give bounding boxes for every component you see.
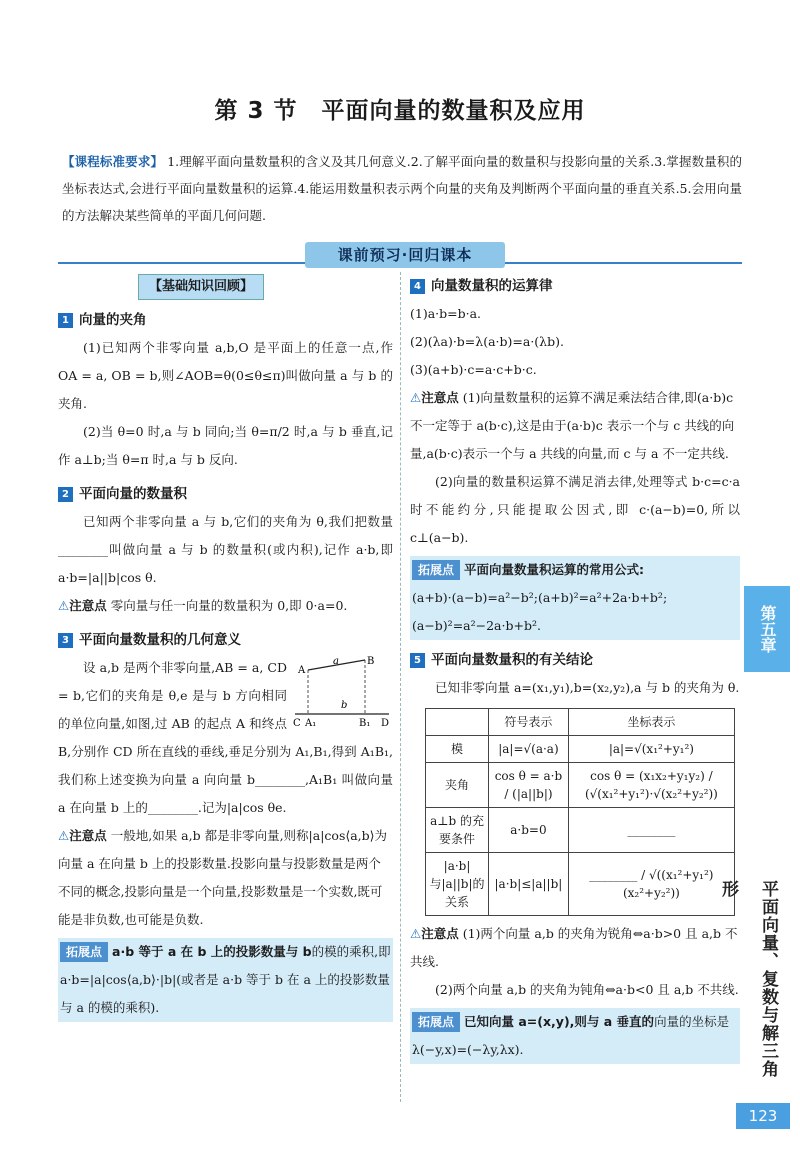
- table-cell: |a·b|与|a||b|的关系: [426, 853, 489, 916]
- s5-ext-label: 拓展点: [412, 1012, 460, 1032]
- s4-note: [410, 384, 740, 468]
- table-row: [426, 736, 735, 763]
- section-1-heading: [58, 306, 393, 334]
- table-header-cell: [426, 709, 489, 736]
- table-cell: |a·b|≤|a||b|: [489, 853, 569, 916]
- left-column: [58, 272, 393, 1026]
- s5-warn-2: (2)两个向量 a,b 的夹角为钝角⇔a·b<0 且 a,b 不共线.: [435, 982, 739, 997]
- column-divider: [400, 272, 402, 1102]
- s5-note: [410, 920, 740, 976]
- standard-text: 1.理解平面向量数量积的含义及其几何意义.2.了解平面向量的数量积与投影向量的关系.3.掌握数量积的坐标表达式,会进行平面向量数量积的运算.4.能运用数量积表示两个向量的夹角及判断两个平面向量的垂直关系.5.会用向量的方法解决某些简单的平面几何问题.: [62, 154, 742, 223]
- section-1-title: 向量的夹角: [79, 312, 147, 328]
- label-B: B: [367, 656, 375, 667]
- s2-warn-label: ⚠注意点: [58, 598, 107, 613]
- label-A1: A₁: [305, 718, 317, 728]
- s3-warn-text: 一般地,如果 a,b 都是非零向量,则称|a|cos⟨a,b⟩为向量 a 在向量 b 上的投影数量.投影向量与投影数量是两个不同的概念,投影向量是一个向量,投影数量是一个实数,既可能是非负数,也可能是负数.: [58, 828, 388, 927]
- table-cell: ________: [568, 808, 734, 853]
- page-title: 第 3 节 平面向量的数量积及应用: [214, 98, 586, 124]
- s5-intro: 已知非零向量 a=(x₁,y₁),b=(x₂,y₂),a 与 b 的夹角为 θ.: [435, 680, 740, 695]
- section-2-number: 2: [58, 487, 73, 502]
- s3-ext-label: 拓展点: [60, 942, 108, 962]
- s3-ext-text: 的模的乘积,即 a·b=|a|cos⟨a,b⟩·|b|(或者是 a·b 等于 b 在 a 上的投影数量与 a 的模的乘积).: [60, 944, 391, 1015]
- table-cell: a·b=0: [489, 808, 569, 853]
- section-5-title: 平面向量数量积的有关结论: [431, 652, 593, 668]
- s2-warn-text: 零向量与任一向量的数量积为 0,即 0·a=0.: [110, 598, 348, 613]
- section-3-number: 3: [58, 633, 73, 648]
- s5-ext-text: 向量的坐标是λ(−y,x)=(−λy,λx).: [412, 1014, 730, 1057]
- table-cell: 夹角: [426, 763, 489, 808]
- section-4-number: 4: [410, 279, 425, 294]
- s2-note: [58, 592, 393, 620]
- label-a: a: [333, 656, 339, 667]
- s2-paragraph: 已知两个非零向量 a 与 b,它们的夹角为 θ,我们把数量________叫做向量 a 与 b 的数量积(或内积),记作 a·b,即 a·b=|a||b|cos θ.: [58, 514, 393, 585]
- page-number: 123: [736, 1103, 790, 1129]
- section-banner: 课前预习·回归课本: [305, 242, 505, 268]
- table-row: [426, 853, 735, 916]
- table-cell: |a|=√(a·a): [489, 736, 569, 763]
- conclusion-table: [425, 708, 735, 916]
- table-cell: cos θ = a·b / (|a||b|): [489, 763, 569, 808]
- s3-paragraph: 设 a,b 是两个非零向量,AB = a, CD = b,它们的夹角是 θ,e 是与 b 方向相同的单位向量,如图,过 AB 的起点 A 和终点 B,分别作 CD 所在直线的垂线,垂足分别为 A₁,B₁,得到 A₁B₁,我们称上述变换为向量 a 向向量 b________,A₁B₁ 叫做向量 a 在向量 b 上的________.记为|a|cos θe.: [58, 660, 393, 815]
- s5-ext-bold: 已知向量 a=(x,y),则与 a 垂直的: [464, 1014, 655, 1029]
- table-header-cell: 坐标表示: [568, 709, 734, 736]
- projection-diagram: [293, 656, 393, 728]
- s5-warn-1: (1)两个向量 a,b 的夹角为锐角⇔a·b>0 且 a,b 不共线.: [410, 926, 738, 969]
- s4-ext-bold: 平面向量数量积运算的常用公式:: [464, 562, 645, 577]
- s4-ext-label: 拓展点: [412, 560, 460, 580]
- s3-warn-label: ⚠注意点: [58, 828, 107, 843]
- table-row: [426, 808, 735, 853]
- table-cell: 模: [426, 736, 489, 763]
- s4-warn-2: (2)向量的数量积运算不满足消去律,处理等式 b·c=c·a 时不能约分,只能提取公因式,即 c·(a−b)=0,所以 c⊥(a−b).: [410, 474, 740, 545]
- s3-ext-bold: a·b 等于 a 在 b 上的投影数量与 b: [112, 944, 312, 959]
- section-2-heading: [58, 480, 393, 508]
- section-3-heading: [58, 626, 393, 654]
- section-4-title: 向量数量积的运算律: [431, 278, 553, 294]
- section-1-number: 1: [58, 313, 73, 328]
- warning-icon: ⚠: [58, 598, 70, 613]
- section-3-title: 平面向量数量积的几何意义: [79, 632, 241, 648]
- s5-extension: [410, 1008, 740, 1064]
- chapter-tab: 第五章: [744, 586, 790, 672]
- table-cell: a⊥b 的充要条件: [426, 808, 489, 853]
- table-cell: ________ / √((x₁²+y₁²)(x₂²+y₂²)): [568, 853, 734, 916]
- table-cell: |a|=√(x₁²+y₁²): [568, 736, 734, 763]
- s5-warn-label: ⚠注意点: [410, 926, 459, 941]
- s4-ext-text: (a+b)·(a−b)=a²−b²;(a+b)²=a²+2a·b+b²;(a−b)²=a²−2a·b+b².: [412, 590, 668, 633]
- law-3: (3)(a+b)·c=a·c+b·c.: [410, 362, 537, 377]
- label-B1: B₁: [359, 718, 371, 728]
- label-C: C: [293, 718, 301, 728]
- basics-box: 【基础知识回顾】: [138, 274, 264, 300]
- warning-icon: ⚠: [410, 926, 422, 941]
- section-5-heading: [410, 646, 740, 674]
- warning-icon: ⚠: [410, 390, 422, 405]
- section-5-number: 5: [410, 653, 425, 668]
- curriculum-standard: [62, 148, 742, 229]
- table-header-row: [426, 709, 735, 736]
- s4-extension: [410, 556, 740, 640]
- section-4-heading: [410, 272, 740, 300]
- s4-warn-1: (1)向量数量积的运算不满足乘法结合律,即(a·b)c 不一定等于 a(b·c),这是由于(a·b)c 表示一个与 c 共线的向量,a(b·c)表示一个与 a 共线的向量,而 c 与 a 不一定共线.: [410, 390, 735, 461]
- right-column: [410, 272, 740, 1068]
- table-cell: cos θ = (x₁x₂+y₁y₂) / (√(x₁²+y₁²)·√(x₂²+y₂²)): [568, 763, 734, 808]
- s1-paragraph-2: (2)当 θ=0 时,a 与 b 同向;当 θ=π/2 时,a 与 b 垂直,记作 a⊥b;当 θ=π 时,a 与 b 反向.: [58, 424, 393, 467]
- table-header-cell: 符号表示: [489, 709, 569, 736]
- law-1: (1)a·b=b·a.: [410, 306, 482, 321]
- s3-extension: [58, 938, 393, 1022]
- s4-warn-label: ⚠注意点: [410, 390, 459, 405]
- label-b: b: [341, 700, 348, 711]
- table-row: [426, 763, 735, 808]
- law-2: (2)(λa)·b=λ(a·b)=a·(λb).: [410, 334, 564, 349]
- standard-tag: 【课程标准要求】: [62, 154, 164, 169]
- warning-icon: ⚠: [58, 828, 70, 843]
- side-title: 平面向量、复数与解三角形: [718, 880, 778, 1078]
- section-2-title: 平面向量的数量积: [79, 486, 187, 502]
- s1-paragraph-1: (1)已知两个非零向量 a,b,O 是平面上的任意一点,作 OA = a, OB = b,则∠AOB=θ(0≤θ≤π)叫做向量 a 与 b 的夹角.: [58, 340, 393, 411]
- label-A: A: [298, 665, 306, 676]
- s3-note: [58, 822, 393, 934]
- label-D: D: [381, 718, 390, 728]
